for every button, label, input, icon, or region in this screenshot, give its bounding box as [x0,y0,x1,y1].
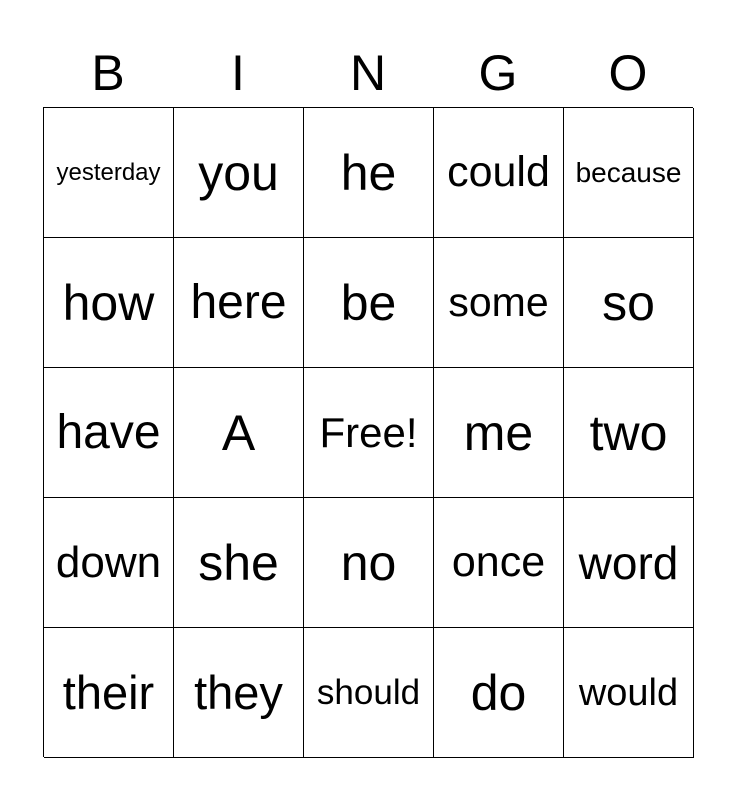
bingo-cell[interactable]: could [434,108,564,238]
bingo-cell[interactable]: be [304,238,434,368]
bingo-cell[interactable]: word [564,498,694,628]
bingo-cell[interactable]: he [304,108,434,238]
bingo-card-grid [43,107,693,757]
bingo-cell[interactable]: A [174,368,304,498]
bingo-header [43,40,693,106]
bingo-cell[interactable]: because [564,108,694,238]
header-letter-b: B [91,45,125,101]
bingo-cell[interactable]: here [174,238,304,368]
bingo-cell[interactable]: yesterday [44,108,174,238]
bingo-cell[interactable]: do [434,628,564,758]
free-space-cell[interactable]: Free! [304,368,434,498]
bingo-cell[interactable]: two [564,368,694,498]
header-letter-o: O [608,45,648,101]
bingo-cell[interactable]: once [434,498,564,628]
bingo-cell[interactable]: me [434,368,564,498]
bingo-cell[interactable]: she [174,498,304,628]
header-letter-n: N [349,45,387,101]
bingo-cell[interactable]: so [564,238,694,368]
bingo-cell[interactable]: no [304,498,434,628]
bingo-cell[interactable]: they [174,628,304,758]
bingo-cell[interactable]: would [564,628,694,758]
bingo-cell[interactable]: down [44,498,174,628]
header-letter-i: I [231,45,245,101]
bingo-cell[interactable]: have [44,368,174,498]
bingo-cell[interactable]: some [434,238,564,368]
bingo-cell[interactable]: you [174,108,304,238]
header-letter-g: G [478,45,518,101]
bingo-cell[interactable]: their [44,628,174,758]
bingo-cell[interactable]: should [304,628,434,758]
bingo-cell[interactable]: how [44,238,174,368]
